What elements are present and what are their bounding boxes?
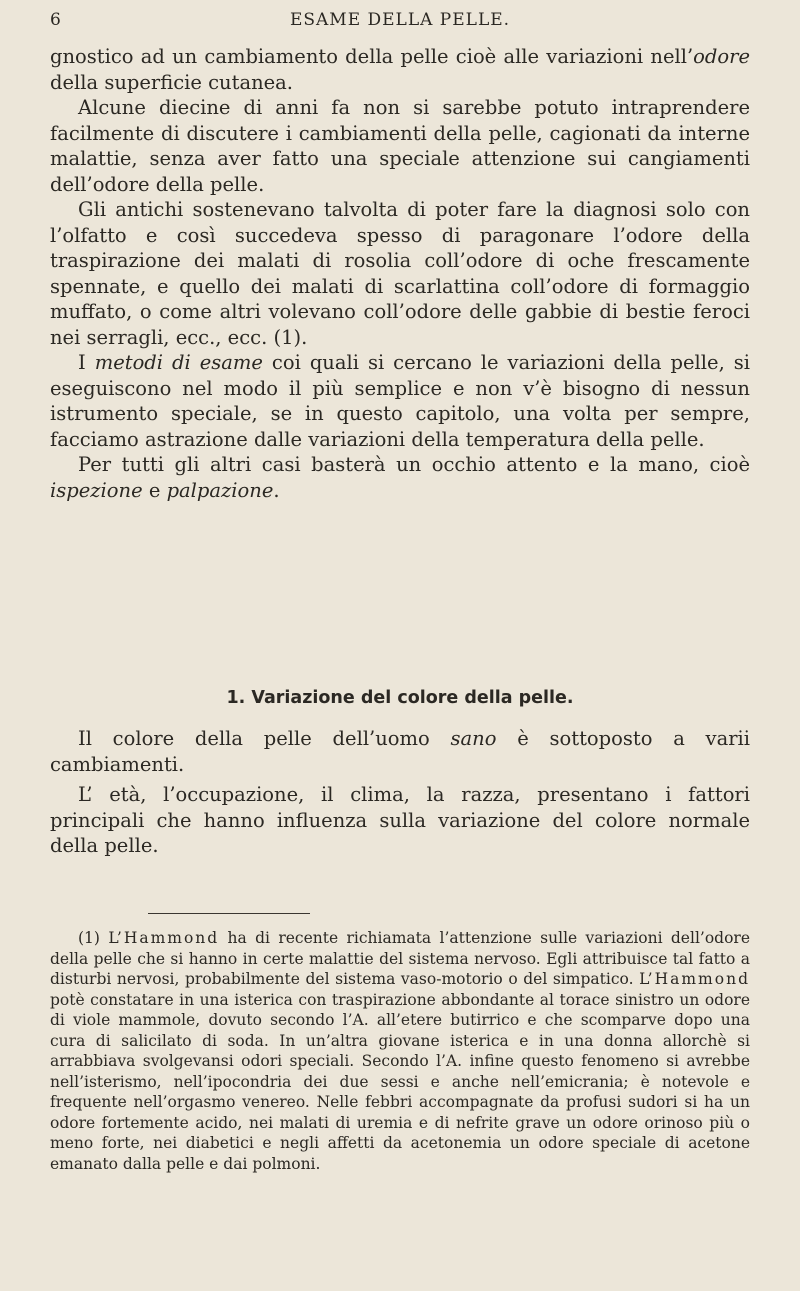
footnote-divider (148, 913, 310, 914)
paragraph: Il colore della pelle dell’uomo sano è sottoposto a varii cambiamenti. (50, 727, 750, 776)
footnote-text: (1) L’Hammond ha di recente richiamata l’attenzione sulle variazioni dell’odore della pelle che si hanno in certe malattie del sistema nervoso. Egli attribuisce tal fatto a disturbi nervosi, probabilmente del sistema vaso-motorio o del simpatico. L’Hammond potè constatare in una isterica con traspirazione abbondante al torace sinistro un odore di viole mammole, dovuto secondo l’A. all’etere butirrico e che scomparve dopo una cura di salicilato di soda. In un’altra giovane isterica e in una donna allorchè si arrabbiava svolgevansi odori speciali. Secondo l’A. infine questo fenomeno si avrebbe nell’isterismo, nell’ipocondria dei due sessi e anche nell’emicrania; è notevole e frequente nell’orgasmo venereo. Nelle febbri accompagnate da profusi sudori si ha un odore fortemente acido, nei malati di uremia e di nefrite grave un odore orinoso più o meno forte, nei diabetici e negli affetti da acetonemia un odore speciale di acetone emanato dalla pelle e dai polmoni. (50, 929, 750, 1173)
paragraph: Gli antichi sostenevano talvolta di poter fare la diagnosi solo con l’olfatto e così succedeva spesso di paragonare l’odore della traspirazione dei malati di rosolia coll’odore di oche frescamente spennate, e quello dei malati di scarlattina coll’odore di formaggio muffato, o come altri volevano coll’odore delle gabbie di bestie feroci nei serragli, ecc., ecc. (1). (50, 198, 750, 349)
paragraph: I metodi di esame coi quali si cercano le variazioni della pelle, si eseguiscono nel modo il più semplice e non v’è bisogno di nessun istrumento speciale, se in questo capitolo, una volta per sempre, facciamo astrazione dalle variazioni della temperatura della pelle. (50, 351, 750, 451)
running-head (50, 10, 750, 36)
author-name: L’Hammond (108, 929, 220, 947)
page-number: 6 (50, 10, 62, 30)
section-text (50, 726, 750, 864)
main-text (50, 44, 750, 503)
paragraph: Alcune diecine di anni fa non si sarebbe potuto intraprendere facilmente di discutere i cambiamenti della pelle, cagionati da interne malattie, senza aver fatto una speciale attenzione sui cangiamenti dell’odore della pelle. (50, 96, 750, 196)
paragraph: gnostico ad un cambiamento della pelle cioè alle variazioni nell’odore della superficie cutanea. (50, 45, 750, 94)
paragraph: Per tutti gli altri casi basterà un occhio attento e la mano, cioè ispezione e palpazione. (50, 453, 750, 502)
section-heading: 1. Variazione del colore della pelle. (226, 688, 574, 708)
italic-term: palpazione (166, 478, 274, 502)
italic-term: ispezione (50, 478, 143, 502)
italic-term: odore (693, 45, 750, 68)
running-title: ESAME DELLA PELLE. (289, 10, 511, 30)
italic-term: metodi di esame (94, 351, 263, 374)
italic-term: sano (450, 727, 497, 750)
author-name: L’Hammond (639, 970, 750, 988)
footnote (50, 928, 750, 1174)
paragraph: L’ età, l’occupazione, il clima, la razza, presentano i fattori principali che hanno influenza sulla variazione del colore normale della pelle. (50, 783, 750, 857)
